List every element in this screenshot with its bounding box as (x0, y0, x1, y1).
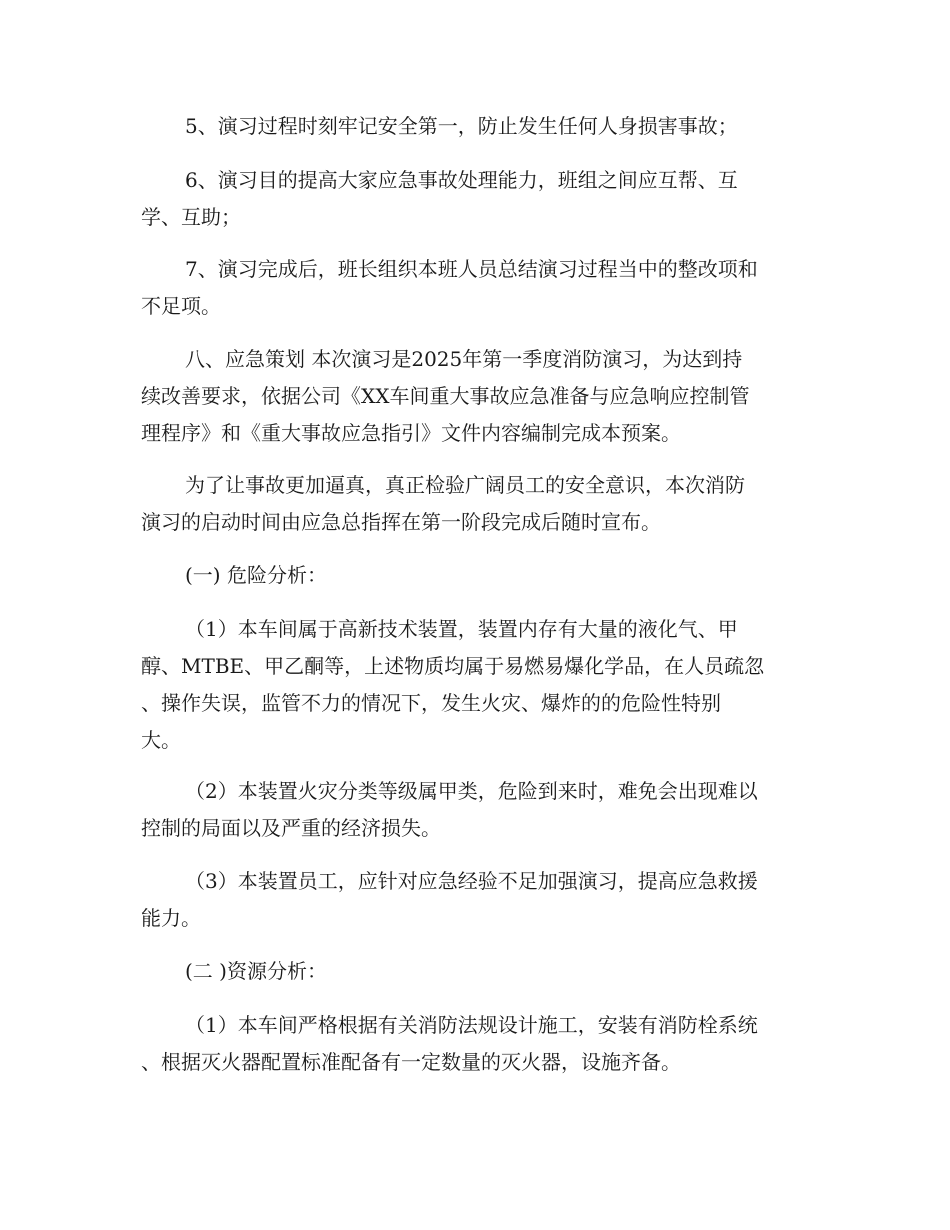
text-line: 7、演习完成后，班长组织本班人员总结演习过程当中的整改项和 (185, 257, 758, 281)
heading-hazard-analysis (141, 557, 811, 594)
text-line: (一) 危险分析： (185, 563, 327, 587)
text-line: 演习的启动时间由应急总指挥在第一阶段完成后随时宣布。 (141, 510, 661, 534)
paragraph-emergency-planning (141, 341, 811, 452)
paragraph-drill-purpose (141, 162, 811, 236)
text-line: 理程序》和《重大事故应急指引》文件内容编制完成本预案。 (141, 421, 681, 445)
paragraph-drill-summary (141, 251, 811, 325)
text-line: 能力。 (141, 906, 201, 930)
text-line: 续改善要求，依据公司《XX车间重大事故应急准备与应急响应控制管 (141, 384, 750, 408)
paragraph-hazard-1 (141, 611, 811, 759)
text-line: 不足项。 (141, 294, 221, 318)
paragraph-drill-realism (141, 467, 811, 541)
paragraph-resource-1 (141, 1007, 811, 1081)
paragraph-hazard-3 (141, 863, 811, 937)
paragraph-hazard-2 (141, 773, 811, 847)
text-line: 5、演习过程时刻牢记安全第一，防止发生任何人身损害事故； (185, 114, 738, 138)
text-line: 大。 (141, 728, 181, 752)
text-line: 、操作失误，监管不力的情况下，发生火灾、爆炸的的危险性特别 (141, 691, 721, 715)
text-line: 学、互助； (141, 205, 241, 229)
text-line: 八、应急策划 本次演习是2025年第一季度消防演习，为达到持 (185, 347, 743, 371)
text-line: （2）本装置火灾分类等级属甲类，危险到来时，难免会出现难以 (185, 779, 758, 803)
paragraph-safety-first (141, 108, 811, 145)
text-line: （3）本装置员工，应针对应急经验不足加强演习，提高应急救援 (185, 869, 758, 893)
text-line: 、根据灭火器配置标准配备有一定数量的灭火器，设施齐备。 (141, 1050, 681, 1074)
text-line: 醇、MTBE、甲乙酮等，上述物质均属于易燃易爆化学品，在人员疏忽 (141, 654, 765, 678)
text-line: 控制的局面以及严重的经济损失。 (141, 816, 441, 840)
text-line: （1）本车间严格根据有关消防法规设计施工，安装有消防栓系统 (185, 1013, 758, 1037)
text-line: 为了让事故更加逼真，真正检验广阔员工的安全意识，本次消防 (185, 473, 745, 497)
heading-resource-analysis (141, 953, 811, 990)
text-line: 6、演习目的提高大家应急事故处理能力，班组之间应互帮、互 (185, 168, 738, 192)
text-line: （1）本车间属于高新技术装置，装置内存有大量的液化气、甲 (185, 617, 738, 641)
text-line: (二 )资源分析： (185, 959, 327, 983)
